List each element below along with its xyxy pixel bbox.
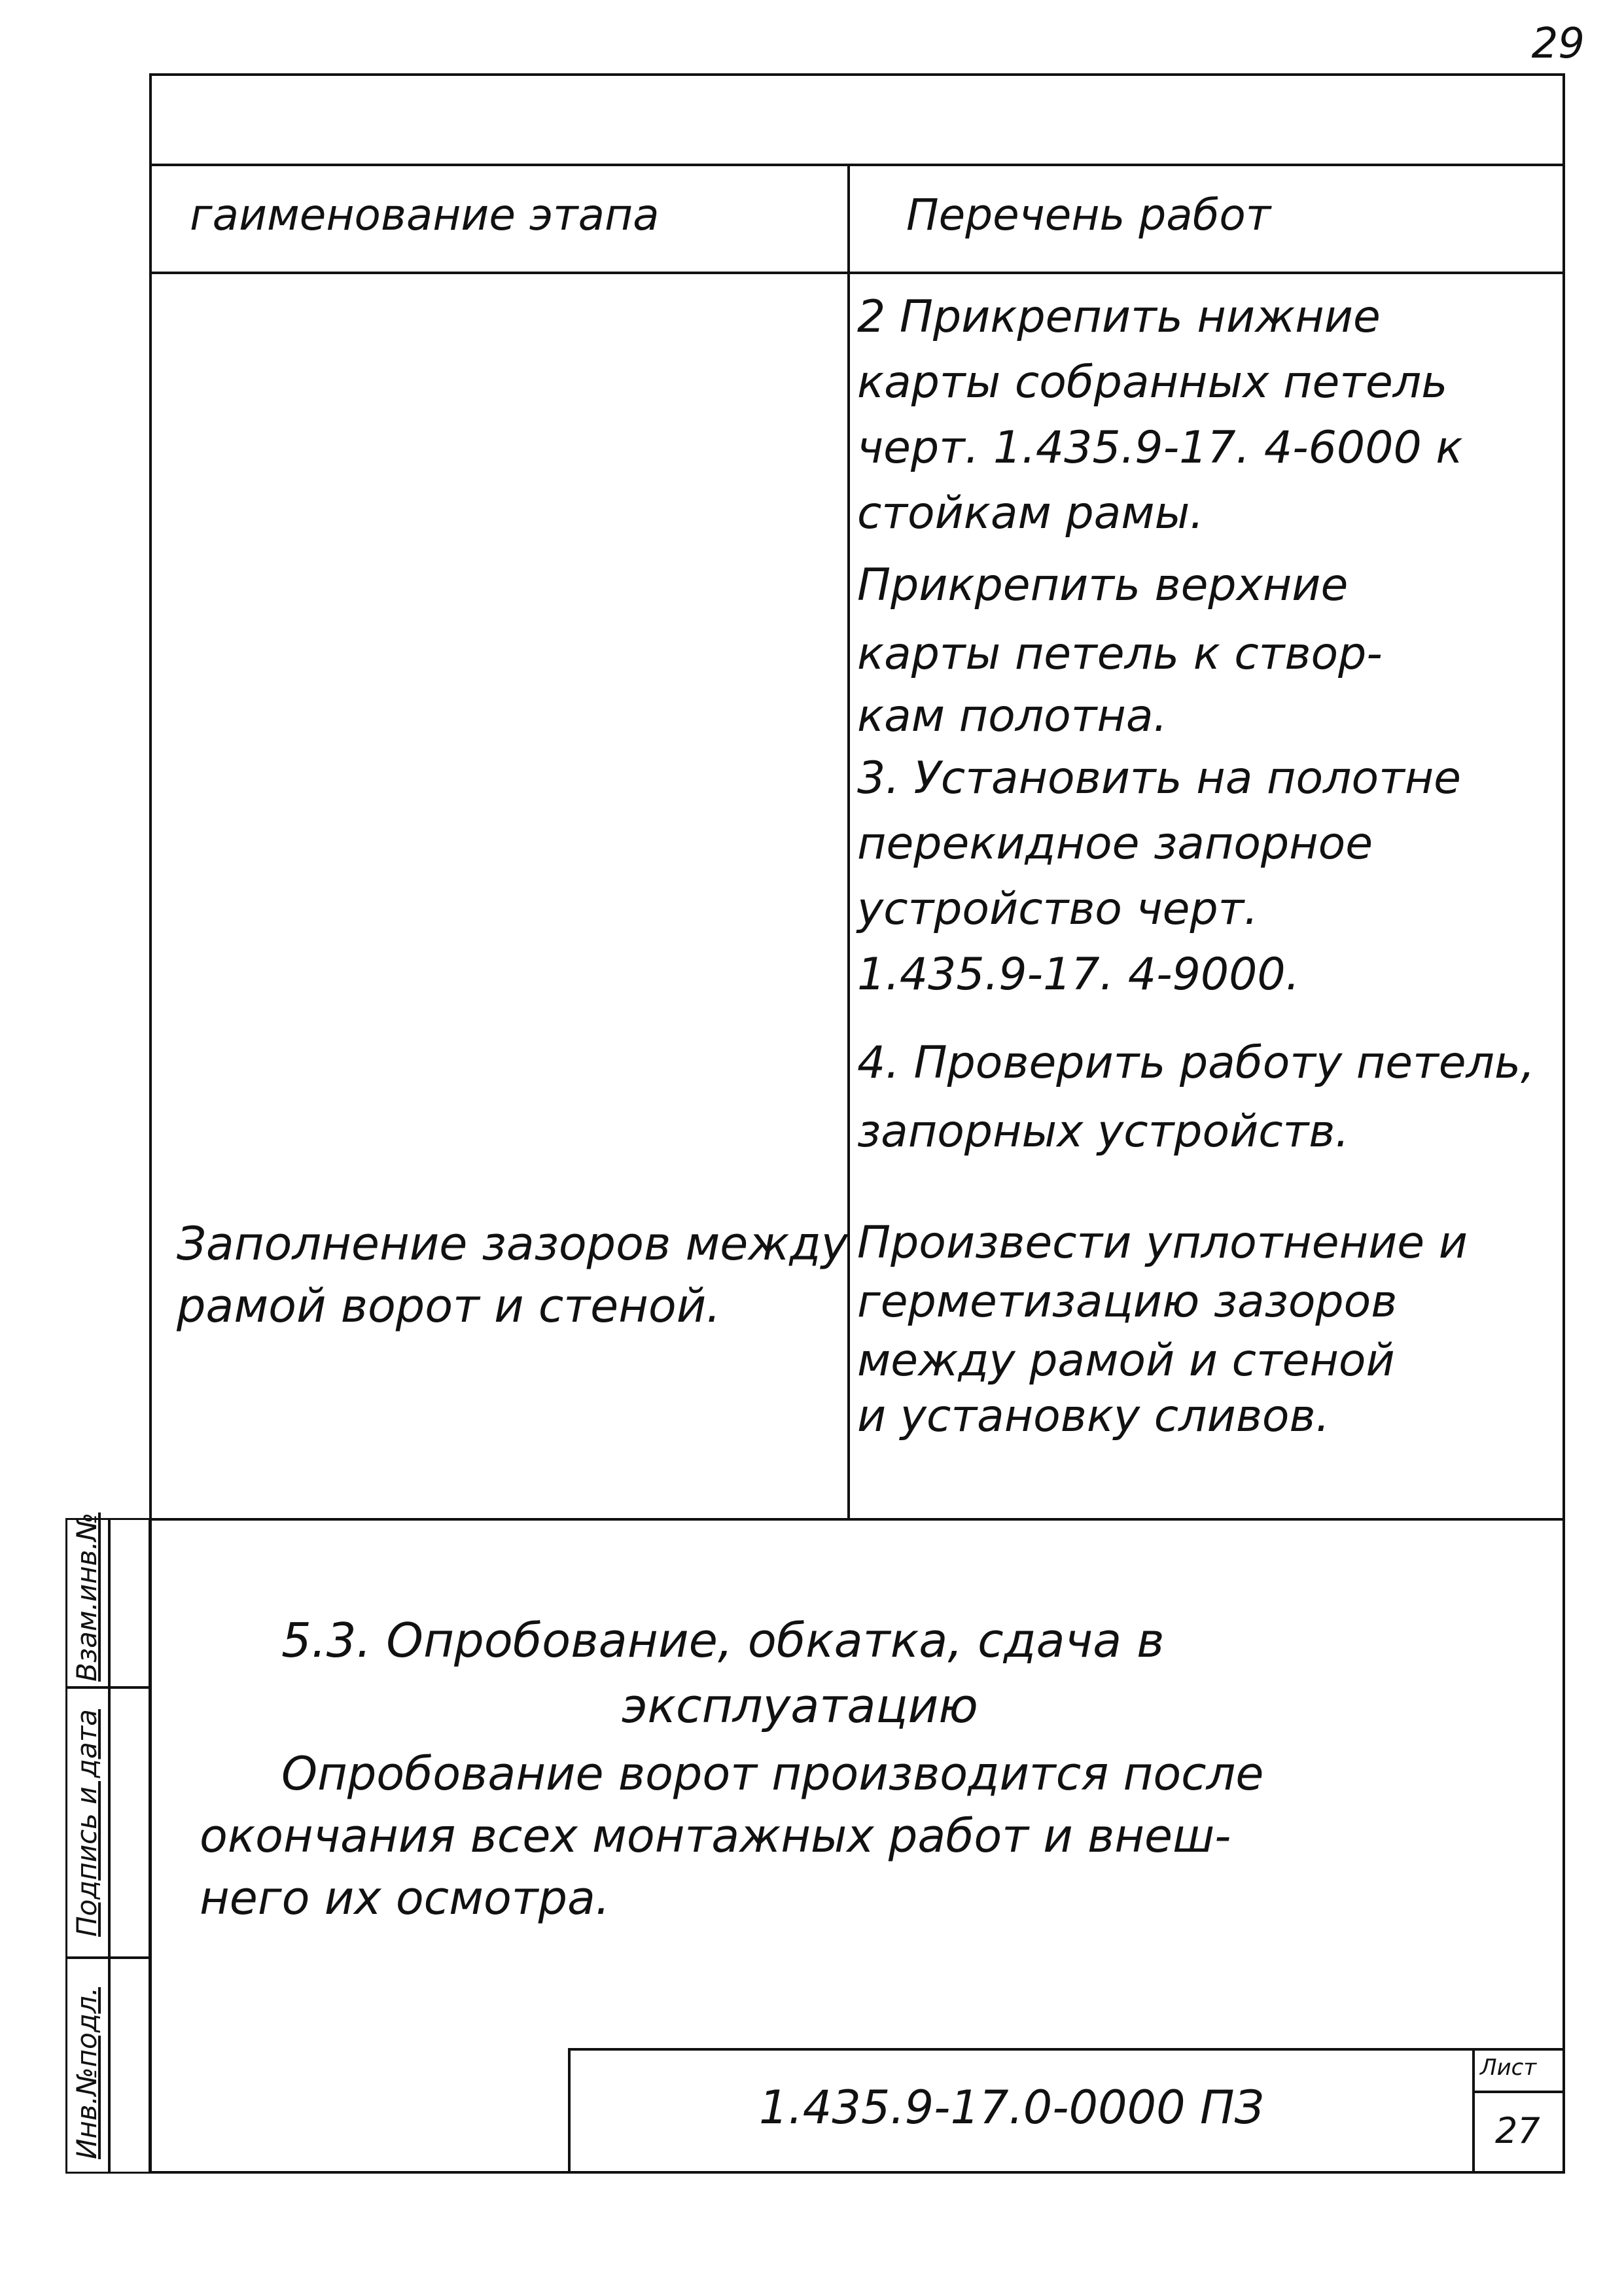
section-body-line1: Опробование ворот производится после: [281, 1747, 1264, 1801]
work-line: между рамой и стеной: [857, 1335, 1395, 1386]
work-line: и установку сливов.: [857, 1390, 1330, 1442]
work-line: 3. Установить на полотне: [857, 752, 1462, 804]
work-line: кам полотна.: [857, 690, 1168, 742]
section-body-line2: окончания всех монтажных работ и внеш-: [200, 1809, 1231, 1863]
header-stage-name: гаименование этапа: [190, 190, 660, 240]
work-line: запорных устройств.: [857, 1106, 1349, 1157]
work-line: устройство черт.: [857, 883, 1258, 935]
table-bottom-rule: [149, 1518, 1565, 1521]
work-line: 4. Проверить работу петель,: [857, 1037, 1535, 1089]
work-line: стойкам рамы.: [857, 487, 1204, 539]
header-work-list: Перечень работ: [906, 190, 1271, 240]
work-line: 1.435.9-17. 4-9000.: [857, 949, 1300, 1000]
work-line: перекидное запорное: [857, 818, 1373, 870]
section-heading-line2: эксплуатацию: [622, 1678, 978, 1733]
work-line: черт. 1.435.9-17. 4-6000 к: [857, 422, 1463, 474]
top-row-rule: [149, 164, 1565, 166]
work-line: Произвести уплотнение и: [857, 1217, 1468, 1269]
section-body-line3: него их осмотра.: [200, 1871, 610, 1925]
title-block-sheet-rule: [1472, 2091, 1565, 2093]
column-divider: [847, 164, 850, 1519]
side-stamp-label-replaced: Взам.инв.№: [71, 1512, 103, 1682]
work-line: герметизацию зазоров: [857, 1276, 1398, 1328]
stage-name-row2-line2: рамой ворот и стеной.: [177, 1279, 721, 1333]
work-line: 2 Прикрепить нижние: [857, 291, 1381, 343]
page-number: 29: [1531, 20, 1585, 68]
work-line: карты петель к створ-: [857, 628, 1383, 680]
side-stamp-inner-line: [108, 1518, 111, 2174]
work-line: карты собранных петель: [857, 357, 1448, 408]
stage-name-row2-line1: Заполнение зазоров между: [177, 1217, 849, 1271]
title-block-divider: [1472, 2048, 1475, 2174]
title-block-sheet-label: Лист: [1480, 2055, 1537, 2081]
side-stamp-label-signature: Подпись и дата: [71, 1709, 103, 1937]
title-block-designation: 1.435.9-17.0-0000 ПЗ: [759, 2081, 1264, 2134]
title-block-sheet-number: 27: [1495, 2110, 1540, 2151]
section-heading-line1: 5.3. Опробование, обкатка, сдача в: [281, 1613, 1165, 1668]
side-stamp-label-original: Инв.№подл.: [71, 1987, 103, 2159]
work-line: Прикрепить верхние: [857, 559, 1349, 611]
header-row-rule: [149, 272, 1565, 274]
